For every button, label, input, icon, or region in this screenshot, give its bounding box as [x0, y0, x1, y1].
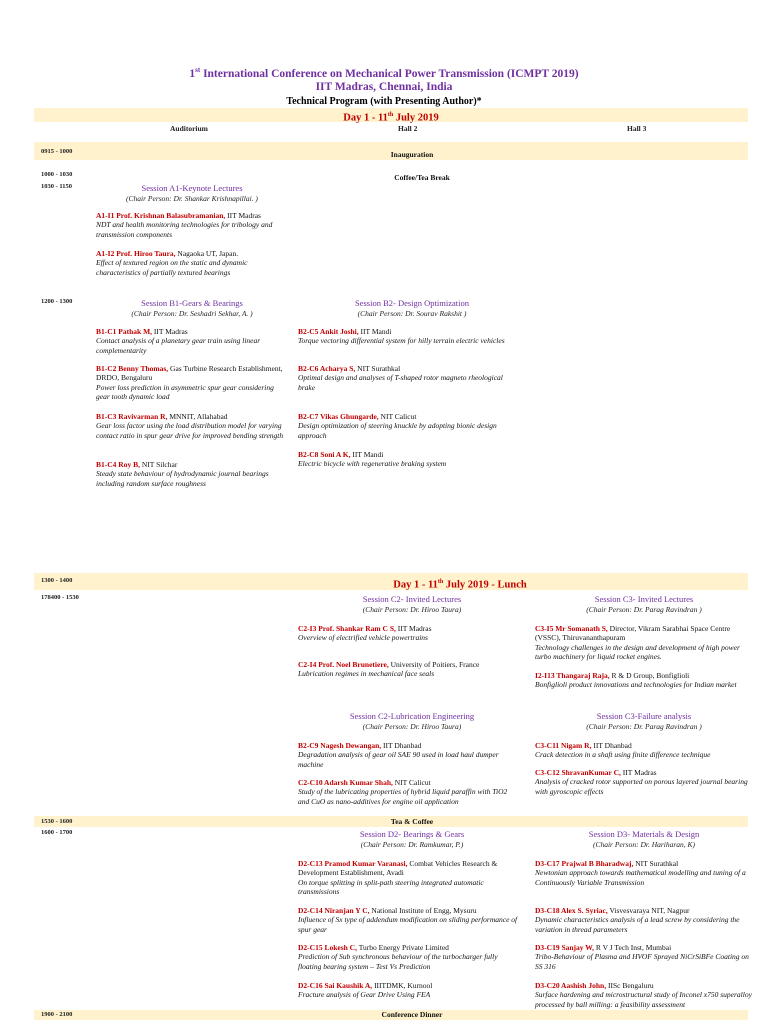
time-dinner: 1900 - 2100: [41, 1011, 73, 1018]
paper-b2-c6: B2-C6 Acharya S, NIT Surathkal Optimal design and analyses of T-shaped rotor magneto rheological brake: [298, 364, 503, 392]
inauguration-label: Inauguration: [390, 150, 434, 159]
paper-c2-c10: C2-C10 Adarsh Kumar Shah, NIT Calicut Study of the lubricating properties of hybrid liquid paraffin with TiO2 and CuO as nano-additives for engine oil application: [298, 778, 508, 806]
paper-b2-c7: B2-C7 Vikas Ghungarde, NIT Calicut Design optimization of steering knuckle by adopting bionic design approach: [298, 412, 497, 440]
paper-d2-c14: D2-C14 Niranjan Y C, National Institute of Engg, Mysuru Influence of Sx type of addendum modification on sliding performance of spur gear: [298, 906, 518, 934]
session-b1: Session B1-Gears & Bearings (Chair Person: Dr. Seshadri Sekhar, A. ): [131, 298, 253, 318]
session-a1: [96, 183, 288, 203]
time-inauguration: 0915 - 1000: [41, 148, 73, 155]
paper-b1-c2: B1-C2 Benny Thomas, Gas Turbine Research Establishment, DRDO, Bengaluru Power loss prediction in asymmetric spur gear considering gear tooth dynamic load: [96, 364, 283, 401]
session-title: Session A1-Keynote Lectures: [141, 183, 243, 193]
time-coffee: 1000 - 1030: [41, 171, 73, 178]
paper-a1-i1: A1-I1 Prof. Krishnan Balasubramanian, IIT Madras NDT and health monitoring technologies for tribology and transmission components: [96, 211, 273, 239]
time-tea: 1530 - 1600: [41, 818, 73, 825]
paper-c3-i5: C3-I5 Mr Somanath S, Director, Vikram Sarabhai Space Centre (VSSC), Thiruvananthapuram Technology challenges in the design and development of high power turbo machinery for liquid rocket engines.: [535, 624, 740, 661]
tea-label: Tea & Coffee: [390, 817, 434, 826]
paper-d3-c17: D3-C17 Prajwal B Bharadwaj, NIT Surathkal Newtonian approach towards mathematical modelling and tuning of a Continuously Variable Transmission: [535, 859, 746, 887]
paper-b1-c3: B1-C3 Ravivarman R, MNNIT, Allahabad Gear loss factor using the load distribution model for varying contact ratio in spur gear drive for improved bending strength: [96, 412, 284, 440]
coffee-label: Coffee/Tea Break: [394, 173, 450, 182]
time-d: 1600 - 1700: [41, 829, 73, 836]
paper-d3-c19: D3-C19 Sanjay W, R V J Tech Inst, Mumbai Tribo-Behaviour of Plasma and HVOF Sprayed NiCrSiBFe Coating on SS 316: [535, 943, 749, 971]
session-chair: (Chair Person: Dr. Shankar Krishnapillai. ): [126, 194, 258, 203]
conference-venue: IIT Madras, Chennai, India: [315, 81, 453, 93]
session-c3-invited: Session C3- Invited Lectures (Chair Person: Dr. Parag Ravindran ): [586, 594, 702, 614]
paper-d2-c16: D2-C16 Sai Kaushik A, IIITDMK, Kurnool Fracture analysis of Gear Drive Using FEA: [298, 981, 433, 1000]
paper-d3-c20: D3-C20 Aashish John, IISc Bengaluru Surface hardening and microstructural study of Inconel x750 superalloy processed by ball milling: a feasibility assessment: [535, 981, 752, 1009]
paper-b2-c8: B2-C8 Soni A K, IIT Mandi Electric bicycle with regenerative braking system: [298, 450, 447, 469]
paper-c2-i4: C2-I4 Prof. Noel Brunetiere, University of Poitiers, France Lubrication regimes in mechanical face seals: [298, 660, 480, 679]
hall-2: Hall 2: [398, 124, 418, 133]
paper-b1-c1: B1-C1 Pathak M, IIT Madras Contact analysis of a planetary gear train using linear complementarity: [96, 327, 261, 355]
session-b2: Session B2- Design Optimization (Chair Person: Dr. Sourav Rakshit ): [354, 298, 470, 318]
time-c: 178400 - 1530: [41, 594, 79, 601]
session-c3-failure: Session C3-Failure analysis (Chair Person: Dr. Parag Ravindran ): [586, 711, 702, 731]
paper-b2-c9: B2-C9 Nagesh Dewangan, IIT Dhanbad Degradation analysis of gear oil SAE 90 used in load haul dumper machine: [298, 741, 499, 769]
paper-d3-c18: D3-C18 Alex S. Syriac, Visvesvaraya NIT, Nagpur Dynamic characteristics analysis of a lead screw by considering the variation in thread parameters: [535, 906, 740, 934]
paper-b2-c5: B2-C5 Ankit Joshi, IIT Mandi Torque vectoring differential system for hilly terrain electric vehicles: [298, 327, 505, 346]
paper-a1-i2: A1-I2 Prof. Hiroo Taura, Nagaoka UT, Japan. Effect of textured region on the static and dynamic characteristics of partially textured bearings: [96, 249, 248, 277]
session-d2: Session D2- Bearings & Gears (Chair Person: Dr. Ramkumar, P.): [359, 829, 465, 849]
day-header: Day 1 - 11th July 2019: [34, 108, 748, 122]
paper-d2-c15: D2-C15 Lokesh C, Turbo Energy Private Limited Prediction of Sub synchronous behaviour of the turbocharger fully floating bearing system – Test Vs Prediction: [298, 943, 498, 971]
session-d3: Session D3- Materials & Design (Chair Person: Dr. Hariharan, K): [588, 829, 700, 849]
lunch-label: Day 1 - 11th July 2019 - Lunch: [393, 579, 527, 591]
conference-title: 1st International Conference on Mechanical Power Transmission (ICMPT 2019): [189, 66, 579, 80]
paper-c2-i3: C2-I3 Prof. Shankar Ram C S, IIT Madras Overview of electrified vehicle powertrains: [298, 624, 432, 643]
paper-b1-c4: B1-C4 Roy B, NIT Silchar Steady state behaviour of hydrodynamic journal bearings including random surface roughness: [96, 460, 269, 488]
session-c2-invited: Session C2- Invited Lectures (Chair Person: Dr. Hiroo Taura): [362, 594, 462, 614]
session-c2-lubrication: Session C2-Lubrication Engineering (Chair Person: Dr. Hiroo Taura): [349, 711, 475, 731]
time-lunch: 1300 - 1400: [41, 577, 73, 584]
paper-c3-c12: C3-C12 ShravanKumar C, IIT Madras Analysis of cracked rotor supported on porous layered journal bearing with gyroscopic effects: [535, 768, 748, 796]
paper-d2-c13: D2-C13 Pramod Kumar Varanasi, Combat Vehicles Research & Development Establishment, Avadi On torque splitting in split-path steering integrated automatic transmissions: [298, 859, 498, 896]
hall-3: Hall 3: [627, 124, 647, 133]
paper-c3-c11: C3-C11 Nigam R, IIT Dhanbad Crack detection in a shaft using finite difference technique: [535, 741, 711, 760]
program-subtitle: Technical Program (with Presenting Author)*: [286, 96, 482, 107]
time-a1: 1030 - 1150: [41, 183, 73, 190]
paper-i2-i13: I2-I13 Thangaraj Raja, R & D Group, Bonfiglioli Bonfiglioli product innovations and technologies for Indian market: [535, 671, 737, 690]
dinner-label: Conference Dinner: [381, 1010, 443, 1019]
time-b: 1200 - 1300: [41, 298, 73, 305]
hall-auditorium: Auditorium: [170, 124, 208, 133]
